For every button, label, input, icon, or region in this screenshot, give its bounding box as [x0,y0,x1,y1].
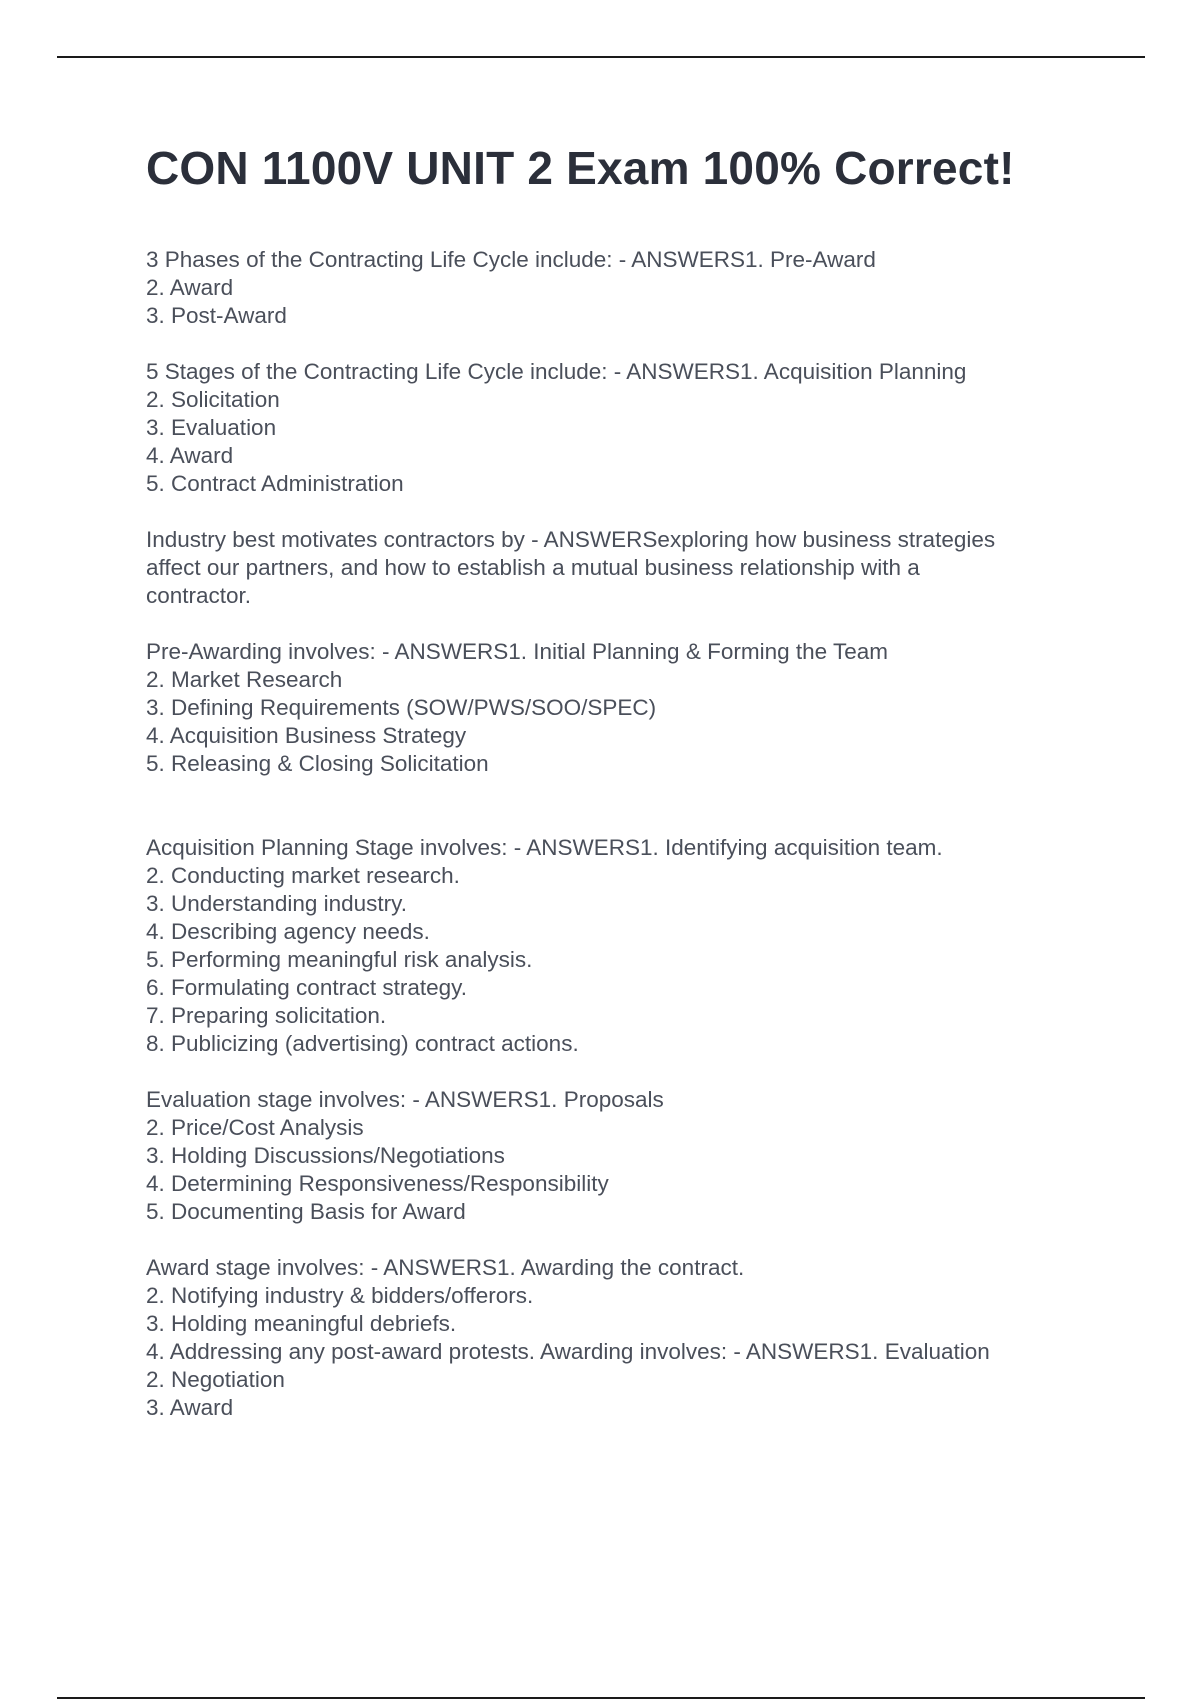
qa-entry [146,834,1086,1058]
entry-line: 2. Notifying industry & bidders/offerors. [146,1283,534,1308]
entry-line: 2. Negotiation [146,1367,285,1392]
entry-line: 5. Documenting Basis for Award [146,1199,466,1224]
entry-line: Award stage involves: - ANSWERS1. Awarding the contract. [146,1255,745,1280]
page-title: CON 1100V UNIT 2 Exam 100% Correct! [146,142,1015,194]
entry-line: 8. Publicizing (advertising) contract actions. [146,1031,579,1056]
entry-line: 5. Performing meaningful risk analysis. [146,947,533,972]
entry-line: 3. Understanding industry. [146,891,407,916]
entry-line: Acquisition Planning Stage involves: - ANSWERS1. Identifying acquisition team. [146,835,943,860]
bottom-divider [57,1697,1145,1699]
entry-line: 2. Award [146,275,234,300]
entry-line: 3. Award [146,1395,234,1420]
entry-line: 2. Conducting market research. [146,863,460,888]
qa-entry [146,1254,1086,1422]
entry-line: 3. Post-Award [146,303,287,328]
qa-entry [146,1086,1086,1226]
qa-entry [146,638,1086,778]
entry-line: affect our partners, and how to establish a mutual business relationship with a [146,555,920,580]
entry-line: 5 Stages of the Contracting Life Cycle include: - ANSWERS1. Acquisition Planning [146,359,967,384]
entry-line: 7. Preparing solicitation. [146,1003,387,1028]
qa-entry [146,246,1086,330]
qa-list [146,246,1086,1422]
entry-line: contractor. [146,583,252,608]
entry-line: 3 Phases of the Contracting Life Cycle include: - ANSWERS1. Pre-Award [146,247,876,272]
entry-line: 5. Contract Administration [146,471,404,496]
entry-line: 6. Formulating contract strategy. [146,975,467,1000]
entry-line: 4. Acquisition Business Strategy [146,723,467,748]
entry-line: 3. Defining Requirements (SOW/PWS/SOO/SPEC) [146,695,657,720]
entry-line: 3. Holding Discussions/Negotiations [146,1143,505,1168]
qa-entry [146,358,1086,498]
entry-line: 3. Evaluation [146,415,277,440]
document-body [146,140,1086,1422]
entry-line: Evaluation stage involves: - ANSWERS1. Proposals [146,1087,664,1112]
entry-line: Pre-Awarding involves: - ANSWERS1. Initial Planning & Forming the Team [146,639,888,664]
entry-line: 4. Describing agency needs. [146,919,430,944]
entry-line: 3. Holding meaningful debriefs. [146,1311,457,1336]
entry-line: 4. Determining Responsiveness/Responsibility [146,1171,609,1196]
entry-line: 4. Addressing any post-award protests. Awarding involves: - ANSWERS1. Evaluation [146,1339,990,1364]
entry-line: Industry best motivates contractors by - ANSWERSexploring how business strategies [146,527,996,552]
entry-line: 2. Solicitation [146,387,280,412]
entry-line: 4. Award [146,443,234,468]
entry-line: 2. Market Research [146,667,343,692]
entry-line: 5. Releasing & Closing Solicitation [146,751,489,776]
qa-entry [146,526,1086,610]
entry-line: 2. Price/Cost Analysis [146,1115,364,1140]
top-divider [57,56,1145,58]
